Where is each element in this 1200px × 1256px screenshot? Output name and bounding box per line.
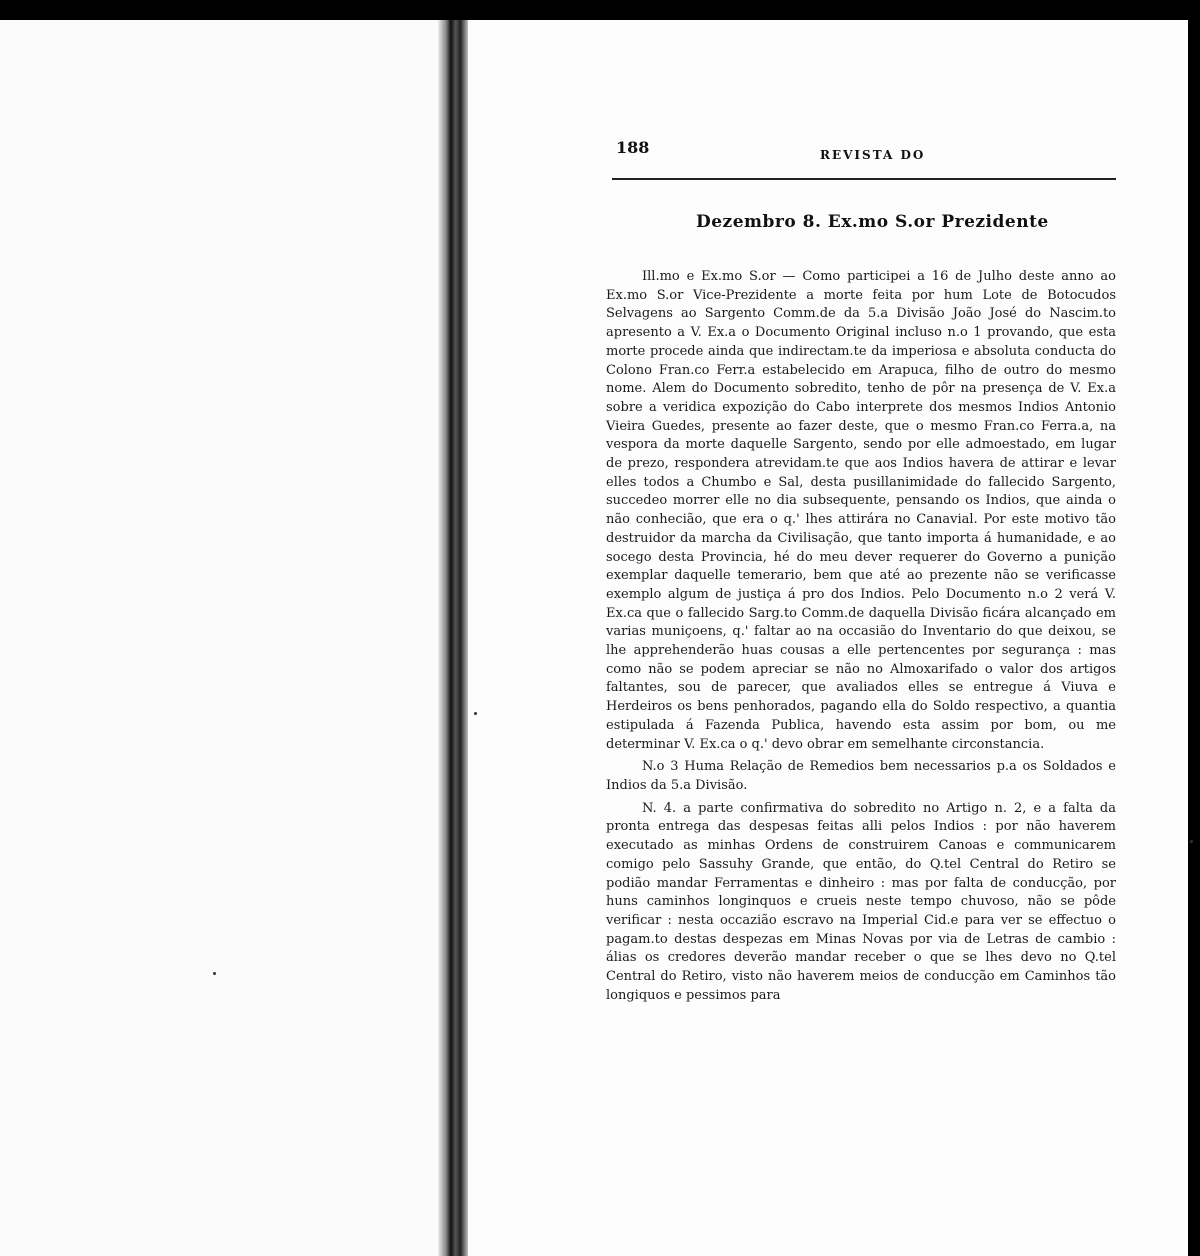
- scan-speck: [474, 712, 477, 715]
- book-spine: [438, 20, 470, 1256]
- scan-top-border: [0, 0, 1200, 20]
- document-title: Dezembro 8. Ex.mo S.or Prezidente: [696, 212, 1049, 232]
- document-body: [606, 268, 1116, 1009]
- paragraph: Ill.mo e Ex.mo S.or — Como participei a 16 de Julho deste anno ao Ex.mo S.or Vice-Prezidente a morte feita por hum Lote de Botocudos Selvagens ao Sargento Comm.de da 5.a Divisão João José do Nascim.to apresento a V. Ex.a o Documento Original incluso n.o 1 provando, que esta morte procede ainda que indirectam.te da imperiosa e absoluta conducta do Colono Fran.co Ferr.a estabelecido em Arapuca, filho de outro do mesmo nome. Alem do Documento sobredito, tenho de pôr na presença de V. Ex.a sobre a veridica expozição do Cabo interprete dos mesmos Indios Antonio Vieira Guedes, presente ao fazer deste, que o mesmo Fran.co Ferra.a, na vespora da morte daquelle Sargento, sendo por elle admoestado, em lugar de prezo, respondera atrevidam.te que aos Indios havera de attirar e levar elles todos a Chumbo e Sal, desta pusillanimidade do fallecido Sargento, succedeo morrer elle no dia subsequente, pensando os Indios, que ainda o não conhecião, que era o q.' lhes attirára no Canavial. Por este motivo tão destruidor da marcha da Civilisação, que tanto importa á humanidade, e ao socego desta Provincia, hé do meu dever requerer do Governo a punição exemplar daquelle temerario, bem que até ao prezente não se verificasse exemplo algum de justiça á pro dos Indios. Pelo Documento n.o 2 verá V. Ex.ca que o fallecido Sarg.to Comm.de daquella Divisão ficára alcançado em varias muniçoens, q.' faltar ao na occasião do Inventario do que deixou, se lhe apprehenderão huas cousas a elle pertencentes por segurança : mas como não se podem apreciar se não no Almoxarifado o valor dos artigos faltantes, sou de parecer, que avaliados elles se entregue á Viuva e Herdeiros os bens penhorados, pagando ella do Soldo respectivo, a quantia estipulada á Fazenda Publica, havendo esta assim por bom, ou me determinar V. Ex.ca o q.' devo obrar em semelhante circonstancia.: [606, 269, 1116, 752]
- scan-right-border: [1188, 0, 1200, 1256]
- paragraph: N. 4. a parte confirmativa do sobredito no Artigo n. 2, e a falta da pronta entrega das despesas feitas alli pelos Indios : por não haverem executado as minhas Ordens de construirem Canoas e communicarem comigo pelo Sassuhy Grande, que então, do Q.tel Central do Retiro se podião mandar Ferramentas e dinheiro : mas por falta de conducção, por huns caminhos longinquos e crueis neste tempo chuvoso, não se pôde verificar : nesta occazião escravo na Imperial Cid.e para ver se effectuo o pagam.to destas despezas em Minas Novas por via de Letras de cambio : álias os credores deverão mandar receber o que se lhes devo no Q.tel Central do Retiro, visto não haverem meios de conducção em Caminhos tão longiquos e pessimos para: [606, 800, 1116, 1003]
- left-blank-page: [0, 20, 448, 1256]
- page-number: 188: [616, 138, 650, 157]
- scan-speck: [213, 972, 216, 975]
- running-title: REVISTA DO: [820, 148, 926, 162]
- paragraph: N.o 3 Huma Relação de Remedios bem necessarios p.a os Soldados e Indios da 5.a Divisão.: [606, 759, 1116, 793]
- page-header: [612, 138, 1116, 180]
- scan-speck: [1190, 840, 1193, 843]
